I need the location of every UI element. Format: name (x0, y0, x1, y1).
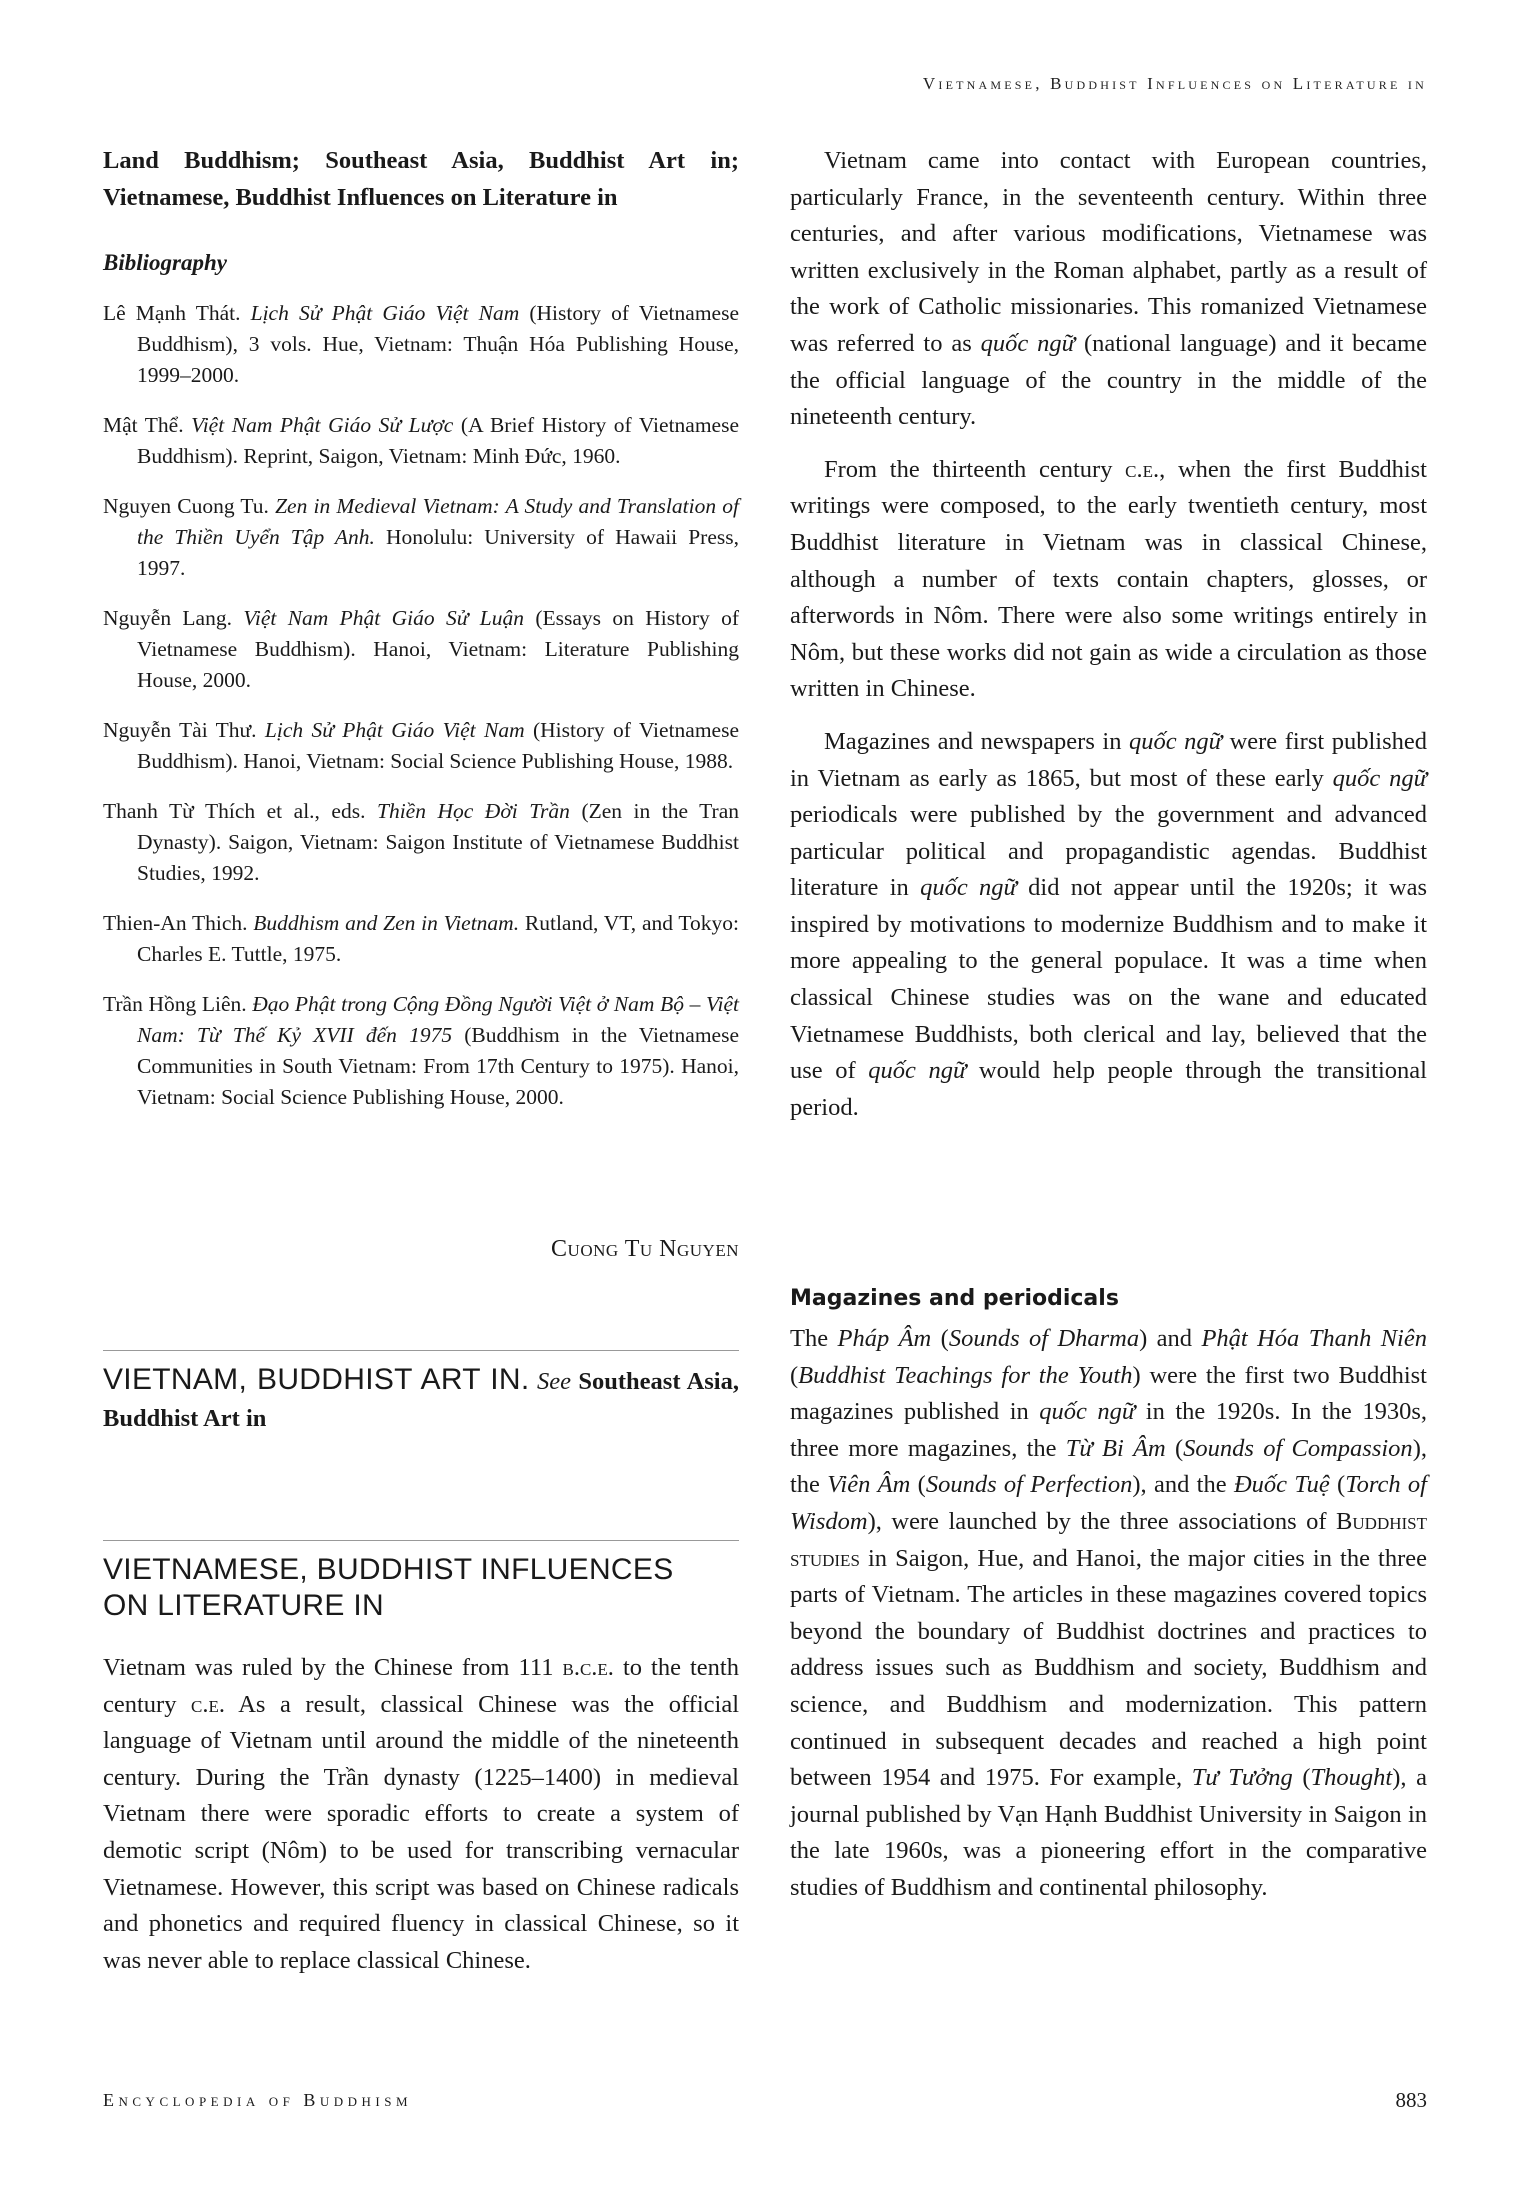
text-segment: Nguyễn Tài Thư. (103, 718, 265, 742)
magazines-paragraph (790, 1321, 1427, 1907)
text-segment: Honolulu: University of Hawaii Press, 1997. (137, 525, 739, 580)
italic-text: Lịch Sử Phật Giáo Việt Nam (264, 718, 525, 742)
small-caps-text: Buddhist studies (790, 1507, 1427, 1572)
small-caps-text: b.c.e. (562, 1654, 614, 1681)
text-segment: Trần Hồng Liên. (103, 992, 253, 1016)
text-segment: (History of Vietnamese Buddhism). Hanoi, Vietnam: Social Science Publishing House, 1988. (137, 718, 740, 773)
text-segment: Vietnam was ruled by the Chinese from 111 (103, 1654, 563, 1681)
entry-literature-paragraph (103, 1650, 739, 1979)
entry-art-title: VIETNAM, BUDDHIST ART IN. (103, 1363, 530, 1396)
right-column-body (790, 143, 1427, 1126)
text-segment: , when the first Buddhist writings were composed, to the early twentieth century, most Buddhist literature in Vietnam was in classical Chinese, although a number of texts contain chapters, glosses, or afterwords in Nôm. There were also some writings entirely in Nôm, but these works did not gain as wide a circulation as those written in Chinese. (790, 455, 1427, 703)
body-paragraph (790, 452, 1427, 708)
text-segment: (A Brief History of Vietnamese Buddhism). Reprint, Saigon, Vietnam: Minh Đức, 1960. (137, 413, 740, 468)
italic-text: quốc ngữ (980, 329, 1076, 357)
bibliography-entry (103, 908, 739, 970)
italic-text: Sounds of Dharma (948, 1325, 1140, 1352)
italic-text: Tư Tưởng (1191, 1764, 1293, 1792)
text-segment: did not appear until the 1920s; it was inspired by motivations to modernize Buddhism and to make it more appealing to the general populace. It was a time when classical Chinese studies was on the wane and educated Vietnamese Buddhists, both clerical and lay, believed that the use of (790, 874, 1427, 1085)
text-segment: ( (910, 1471, 926, 1499)
text-segment: to the tenth century (103, 1654, 739, 1718)
text-segment: Land Buddhism; Southeast Asia, Buddhist Art in; Vietnamese, Buddhist Influences on Literature in (103, 147, 739, 211)
bibliography-list (103, 298, 739, 1113)
entry-art (103, 1362, 739, 1437)
bibliography-entry (103, 603, 739, 696)
italic-text: Việt Nam Phật Giáo Sử Lược (191, 413, 454, 437)
body-paragraph (790, 143, 1427, 436)
italic-text: Đạo Phật trong Cộng Đồng Người Việt ở Nam Bộ – Việt Nam: Từ Thế Kỷ XVII đến 1975 (137, 992, 739, 1047)
bibliography-entry (103, 491, 739, 584)
text-segment: in Saigon, Hue, and Hanoi, the major cities in the three parts of Vietnam. The articles in these magazines covered topics beyond the boundary of Buddhist doctrines and practices to address issues such as Buddhism and society, Buddhism and science, and Buddhism and modernization. This pattern continued in subsequent decades and reached a high point between 1954 and 1975. For example, (790, 1544, 1427, 1792)
entry-literature-title: VIETNAMESE, BUDDHIST INFLUENCES ON LITERATURE IN (103, 1553, 674, 1622)
magazines-section (790, 1286, 1427, 1907)
text-segment: Nguyen Cuong Tu. (103, 494, 276, 518)
text-segment: Vietnam came into contact with European countries, particularly France, in the seventeenth century. Within three centuries, and after various modifications, Vietnamese was written exclusively in the Roman alphabet, partly as a result of the work of Catholic missionaries. This romanized Vietnamese was referred to as (790, 147, 1427, 357)
text-segment: From the thirteenth century (824, 455, 1126, 483)
text-segment: were first published in Vietnam as early as 1865, but most of these early (790, 727, 1427, 792)
italic-text: Phật Hóa Thanh Niên (1201, 1325, 1427, 1352)
italic-text: Torch of Wisdom (790, 1471, 1427, 1535)
text-segment: Mật Thể. (103, 413, 192, 437)
small-caps-text: c.e. (1125, 455, 1160, 483)
text-segment: ( (1292, 1764, 1311, 1792)
italic-text: Từ Bi Âm (1065, 1434, 1166, 1462)
section-subheading: Magazines and periodicals (790, 1286, 1119, 1311)
bibliography-entry (103, 989, 739, 1113)
page-number: 883 (1395, 2088, 1427, 2112)
text-segment: Thien-An Thich. (103, 911, 254, 935)
text-segment: As a result, classical Chinese was the official language of Vietnam until around the middle of the nineteenth century. During the Trần dynasty (1225–1400) in medieval Vietnam there were sporadic efforts to create a system of demotic script (Nôm) to be used for transcribing vernacular Vietnamese. However, this script was based on Chinese radicals and phonetics and required fluency in classical Chinese, so it was never able to replace classical Chinese. (103, 1690, 739, 1974)
entry-literature (103, 1552, 739, 1979)
running-head: Vietnamese, Buddhist Influences on Literature in (922, 74, 1427, 93)
italic-text: quốc ngữ (1039, 1398, 1136, 1426)
bibliography-entry (103, 298, 739, 391)
text-segment: ) and (1139, 1325, 1202, 1352)
italic-text: Viên Âm (827, 1471, 911, 1499)
italic-text: Zen in Medieval Vietnam: A Study and Translation of the Thiền Uyển Tập Anh. (137, 494, 739, 549)
text-segment: would help people through the transitional period. (790, 1057, 1427, 1121)
text-segment: Thanh Từ Thích et al., eds. (103, 799, 377, 823)
text-segment: ) were the first two Buddhist magazines published in (790, 1361, 1427, 1426)
italic-text: Thiền Học Đời Trần (376, 799, 570, 823)
text-segment: ), were launched by the three associations of (867, 1507, 1337, 1535)
text-segment: (History of Vietnamese Buddhism), 3 vols. Hue, Vietnam: Thuận Hóa Publishing House, 1999–2000. (137, 301, 740, 387)
text-segment: The (790, 1325, 838, 1352)
italic-text: Thought (1310, 1764, 1393, 1792)
bibliography-entry (103, 796, 739, 889)
footer-publication: Encyclopedia of Buddhism (103, 2090, 413, 2110)
article-author: Cuong Tu Nguyen (551, 1236, 739, 1262)
text-segment: Nguyễn Lang. (103, 606, 244, 630)
text-segment: Rutland, VT, and Tokyo: Charles E. Tuttle, 1975. (137, 911, 739, 966)
italic-text: Buddhist Teachings for the Youth (798, 1361, 1133, 1389)
text-segment: ), a journal published by Vạn Hạnh Buddhist University in Saigon in the late 1960s, was a pioneering effort in the comparative studies of Buddhism and continental philosophy. (790, 1764, 1427, 1901)
small-caps-text: c.e. (191, 1690, 226, 1718)
divider (103, 1350, 739, 1351)
italic-text: See (536, 1368, 571, 1395)
text-segment: ( (790, 1361, 799, 1389)
italic-text: Đuốc Tuệ (1233, 1471, 1330, 1499)
italic-text: Việt Nam Phật Giáo Sử Luận (243, 606, 525, 630)
text-segment: ), and the (1132, 1471, 1234, 1499)
italic-text: quốc ngữ (868, 1057, 967, 1085)
text-segment: ), the (790, 1434, 1427, 1499)
text-segment: Magazines and newspapers in (824, 727, 1129, 755)
text-segment: periodicals were published by the government and advanced particular political and propagandistic agendas. Buddhist literature in (790, 801, 1427, 902)
bibliography-title: Bibliography (103, 250, 227, 275)
bibliography-section (103, 250, 739, 1132)
bibliography-entry (103, 410, 739, 472)
italic-text: Buddhism and Zen in Vietnam. (253, 911, 520, 935)
text-segment: Lê Mạnh Thát. (103, 301, 251, 325)
bibliography-entry (103, 715, 739, 777)
text-segment: (Zen in the Tran Dynasty). Saigon, Vietnam: Saigon Institute of Vietnamese Buddhist Studies, 1992. (137, 799, 740, 885)
see-also-text (103, 143, 739, 216)
italic-text: Sounds of Perfection (925, 1471, 1133, 1499)
divider (103, 1540, 739, 1541)
text-segment: (Essays on History of Vietnamese Buddhism). Hanoi, Vietnam: Literature Publishing House, 2000. (137, 606, 740, 692)
body-paragraph (790, 724, 1427, 1127)
bold-text: Southeast Asia, Buddhist Art in (103, 1368, 739, 1432)
italic-text: Lịch Sử Phật Giáo Việt Nam (250, 301, 520, 325)
italic-text: Pháp Âm (837, 1325, 932, 1352)
italic-text: quốc ngữ (920, 874, 1017, 902)
see-also-continuation (103, 143, 739, 216)
text-segment: ( (1329, 1471, 1346, 1499)
text-segment: (Buddhism in the Vietnamese Communities in South Vietnam: From 17th Century to 1975). Hanoi, Vietnam: Social Science Publishing House, 2000. (137, 1023, 739, 1109)
text-segment: ( (931, 1325, 949, 1352)
text-segment: ( (1165, 1434, 1184, 1462)
italic-text: quốc ngữ (1129, 727, 1223, 755)
text-segment: (national language) and it became the official language of the country in the middle of the nineteenth century. (790, 329, 1427, 431)
text-segment: in the 1920s. In the 1930s, three more magazines, the (790, 1398, 1427, 1462)
italic-text: quốc ngữ (1332, 764, 1427, 792)
italic-text: Sounds of Compassion (1183, 1434, 1413, 1462)
